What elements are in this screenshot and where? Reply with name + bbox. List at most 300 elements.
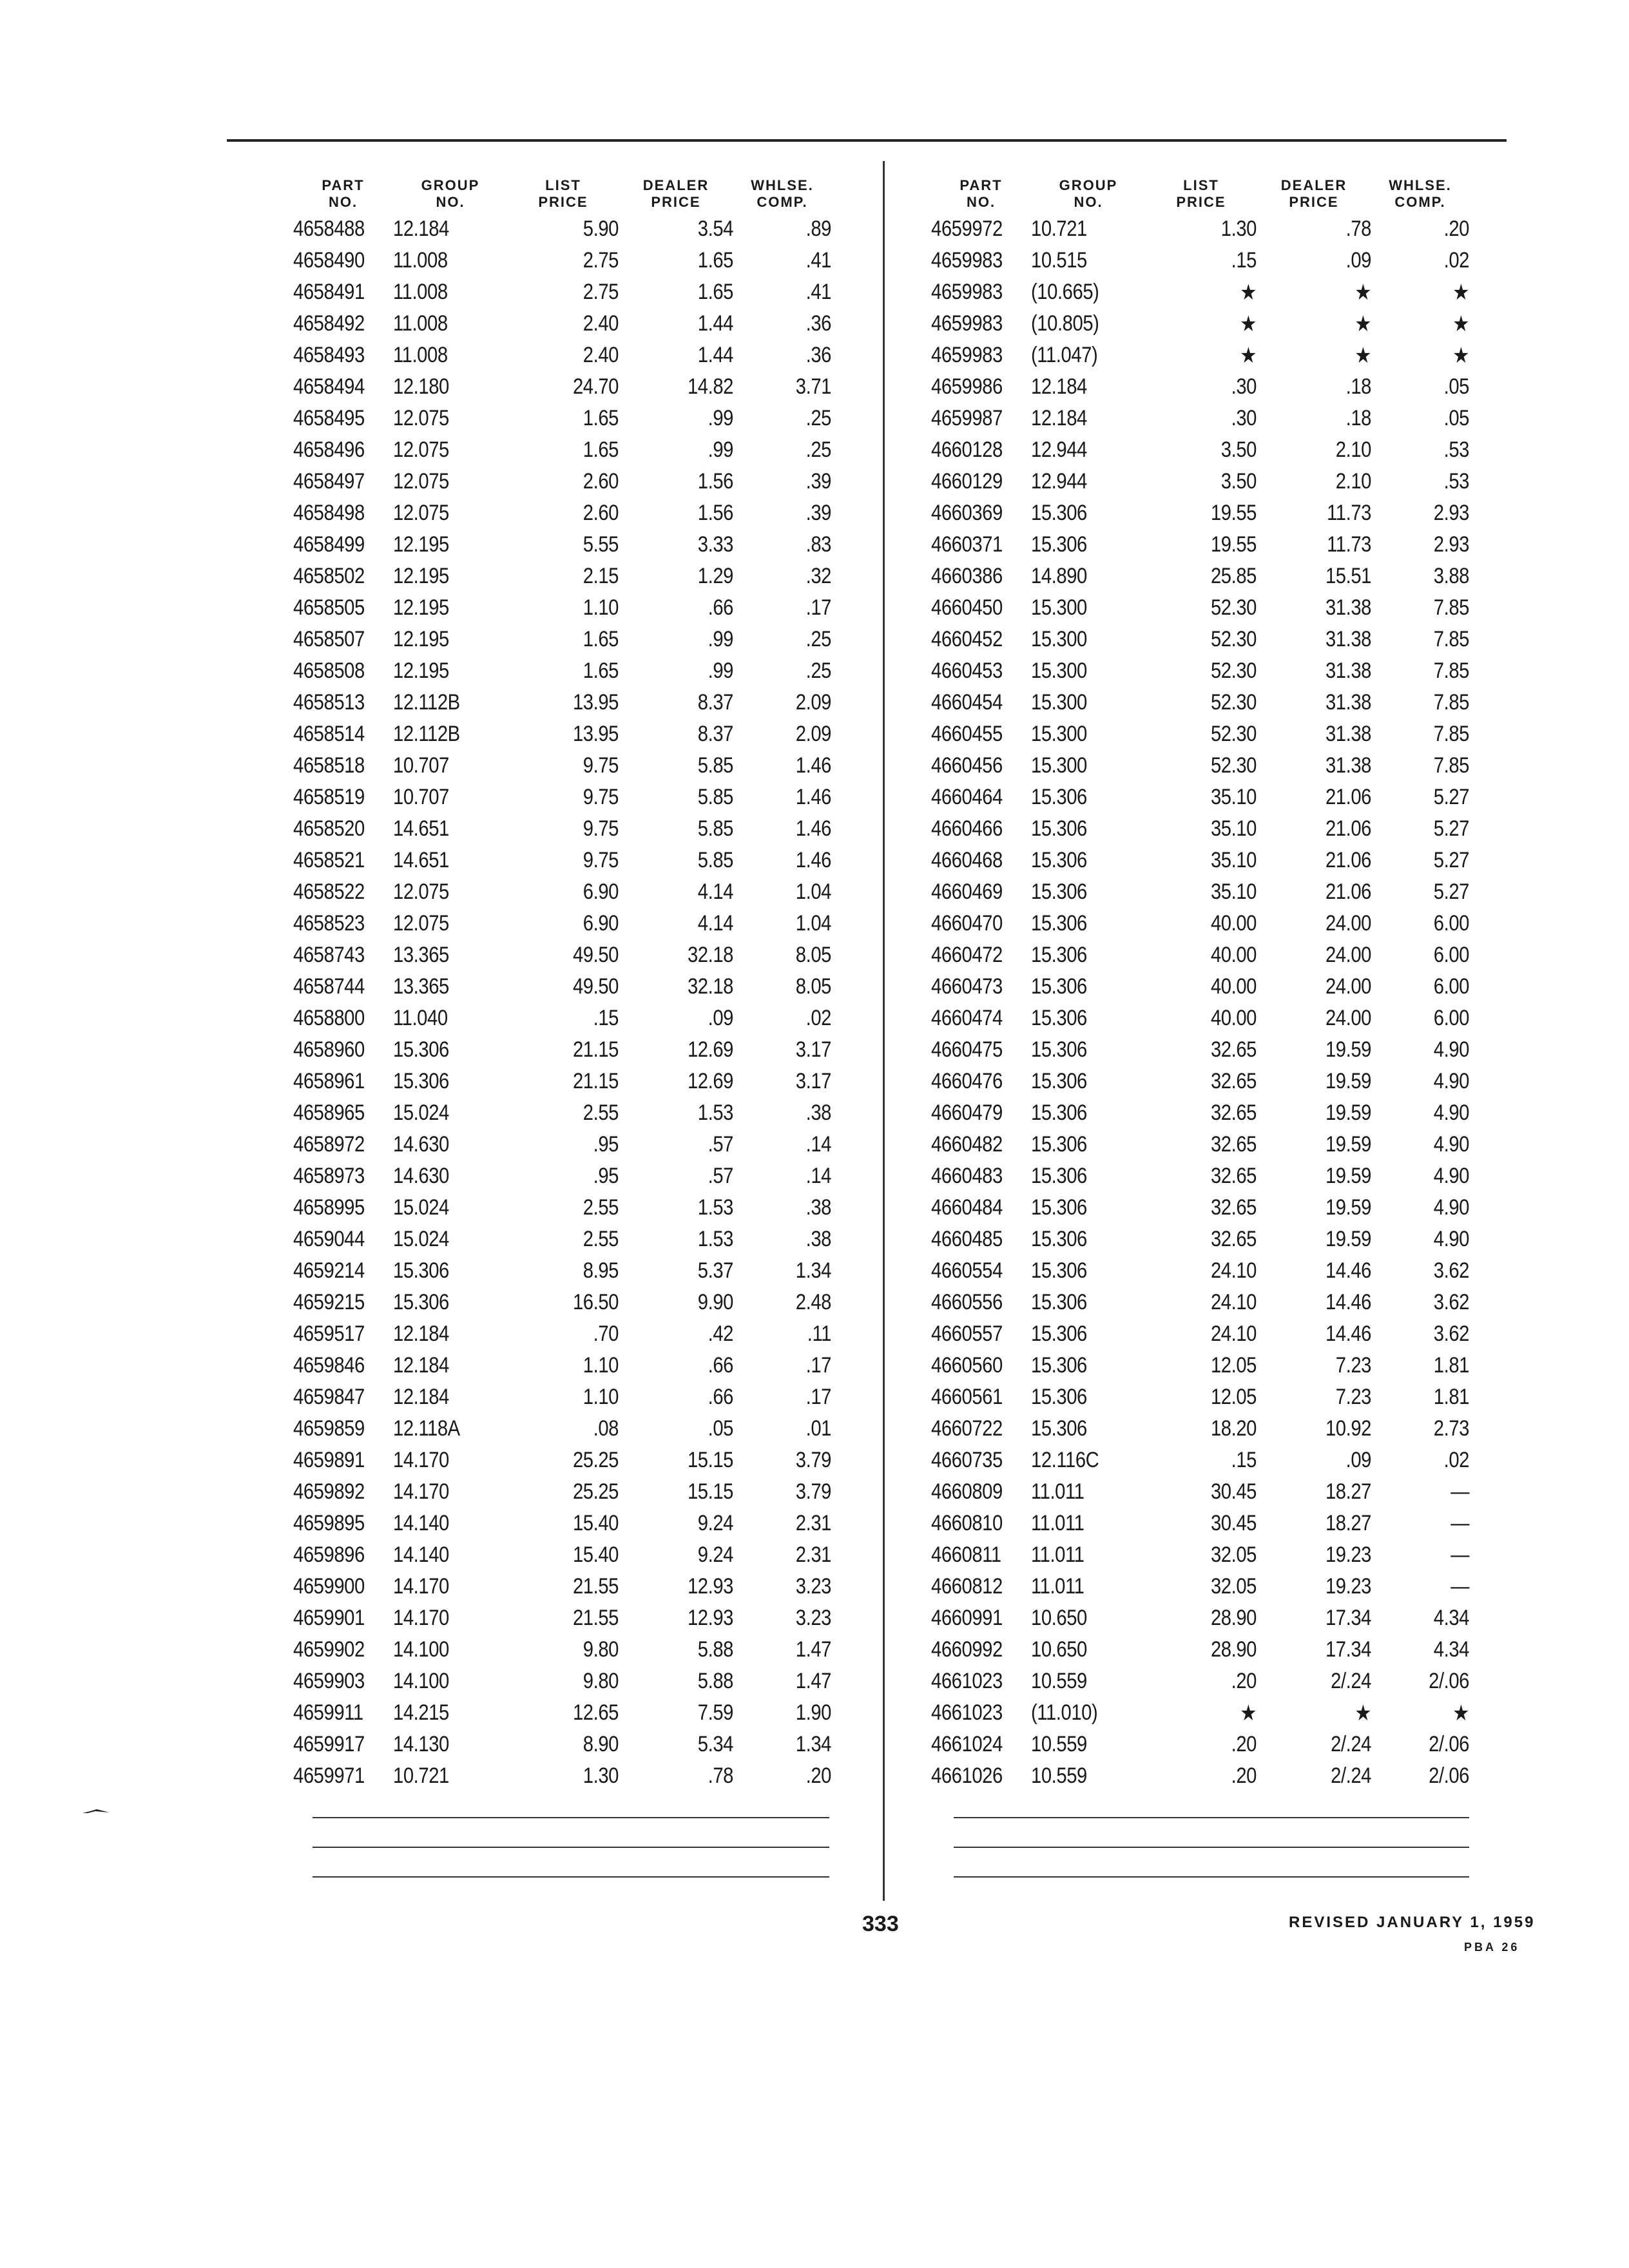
group-no-cell: 12.184	[393, 216, 449, 241]
list-price-cell: 2.75	[583, 248, 619, 273]
part-no-cell: 4660386	[931, 564, 1003, 588]
part-no-cell: 4658961	[293, 1069, 365, 1093]
list-price-cell: 25.25	[572, 1448, 619, 1472]
list-price-cell: 9.75	[583, 753, 619, 778]
table-row	[931, 1224, 1469, 1255]
dealer-price-cell: 1.44	[697, 343, 733, 367]
list-price-cell: 40.00	[1210, 974, 1257, 999]
group-no-cell: 11.040	[393, 1006, 448, 1030]
list-price-cell: 40.00	[1210, 911, 1257, 936]
table-row	[931, 466, 1469, 497]
group-no-cell: 12.075	[393, 911, 449, 936]
table-row	[931, 1760, 1469, 1792]
table-row	[931, 592, 1469, 624]
whlse-comp-cell: .02	[1443, 248, 1469, 273]
dealer-price-cell: .66	[708, 595, 733, 620]
dealer-price-cell: 12.69	[687, 1037, 733, 1062]
part-no-cell: 4660809	[931, 1479, 1003, 1504]
dealer-price-cell: 2.10	[1335, 437, 1371, 462]
list-price-cell: 24.70	[572, 374, 619, 399]
list-price-cell: .20	[1231, 1732, 1257, 1756]
dealer-price-cell: 3.33	[697, 532, 733, 557]
whlse-comp-cell: .25	[805, 437, 831, 462]
dealer-price-cell: 15.51	[1325, 564, 1371, 588]
dealer-price-header: DEALER PRICE	[1280, 177, 1347, 210]
part-no-cell: 4659971	[293, 1763, 365, 1788]
group-no-cell: 10.650	[1031, 1637, 1087, 1662]
whlse-comp-cell: —	[1451, 1574, 1469, 1599]
part-no-cell: 4659983	[931, 248, 1003, 273]
table-row	[293, 1539, 831, 1571]
table-row	[931, 1255, 1469, 1287]
part-no-cell: 4658492	[293, 311, 365, 336]
group-no-cell: 15.306	[1031, 1037, 1087, 1062]
dealer-price-cell: 31.38	[1325, 627, 1371, 651]
dealer-price-cell: 31.38	[1325, 658, 1371, 683]
whlse-comp-cell: 7.85	[1433, 690, 1469, 715]
whlse-comp-cell: .36	[805, 311, 831, 336]
dealer-price-cell: 19.59	[1325, 1132, 1371, 1157]
list-price-cell: 1.10	[583, 595, 619, 620]
part-no-cell: 4658995	[293, 1195, 365, 1220]
whlse-comp-cell: .32	[805, 564, 831, 588]
list-price-cell: 35.10	[1210, 785, 1257, 809]
part-no-cell: 4660991	[931, 1606, 1003, 1630]
group-no-cell: (11.010)	[1031, 1700, 1098, 1725]
group-no-cell: 14.100	[393, 1637, 449, 1662]
group-no-cell: 15.306	[393, 1258, 449, 1283]
whlse-comp-cell: ★	[1452, 1700, 1469, 1725]
table-row	[931, 371, 1469, 403]
group-no-cell: 12.116C	[1031, 1448, 1099, 1472]
dealer-price-cell: 31.38	[1325, 753, 1371, 778]
part-no-cell: 4661023	[931, 1669, 1003, 1693]
whlse-comp-cell: .17	[805, 595, 831, 620]
group-no-cell: 15.024	[393, 1227, 449, 1251]
part-no-cell: 4661023	[931, 1700, 1003, 1725]
whlse-comp-cell: .14	[805, 1164, 831, 1188]
dealer-price-cell: 15.15	[687, 1448, 733, 1472]
table-row	[293, 276, 831, 308]
list-price-cell: 24.10	[1210, 1258, 1257, 1283]
list-price-cell: 18.20	[1210, 1416, 1257, 1441]
dealer-price-cell: .18	[1345, 374, 1371, 399]
part-no-cell: 4659846	[293, 1353, 365, 1378]
whlse-comp-cell: 1.47	[795, 1637, 831, 1662]
underline-left-3	[313, 1876, 829, 1878]
list-price-cell: 13.95	[572, 690, 619, 715]
document-code: PBA 26	[1464, 1941, 1520, 1954]
table-row	[931, 1381, 1469, 1413]
whlse-comp-cell: 3.62	[1433, 1321, 1469, 1346]
whlse-comp-header: WHLSE. COMP.	[1389, 177, 1452, 210]
list-price-cell: 5.55	[583, 532, 619, 557]
list-price-cell: 2.55	[583, 1227, 619, 1251]
list-price-cell: .08	[593, 1416, 619, 1441]
whlse-comp-cell: 7.85	[1433, 722, 1469, 746]
group-no-cell: 15.306	[393, 1037, 449, 1062]
group-no-cell: 14.130	[393, 1732, 449, 1756]
list-price-cell: 32.65	[1210, 1195, 1257, 1220]
list-price-cell: 25.85	[1210, 564, 1257, 588]
part-no-cell: 4660810	[931, 1511, 1003, 1535]
whlse-comp-cell: 3.88	[1433, 564, 1469, 588]
table-row	[293, 1350, 831, 1381]
whlse-comp-cell: .25	[805, 627, 831, 651]
dealer-price-cell: 21.06	[1325, 879, 1371, 904]
dealer-price-cell: .09	[1345, 1448, 1371, 1472]
group-no-cell: 15.306	[1031, 1258, 1087, 1283]
list-price-cell: 52.30	[1210, 753, 1257, 778]
margin-mark	[82, 1808, 110, 1814]
dealer-price-cell: .09	[1345, 248, 1371, 273]
part-no-cell: 4658523	[293, 911, 365, 936]
dealer-price-cell: 15.15	[687, 1479, 733, 1504]
part-no-cell: 4658743	[293, 943, 365, 967]
group-no-cell: 10.707	[393, 753, 449, 778]
list-price-cell: 32.05	[1210, 1574, 1257, 1599]
list-price-cell: 1.65	[583, 406, 619, 430]
dealer-price-cell: 1.56	[697, 469, 733, 494]
part-no-cell: 4660464	[931, 785, 1003, 809]
part-no-cell: 4659892	[293, 1479, 365, 1504]
group-no-cell: 12.944	[1031, 437, 1087, 462]
list-price-cell: 2.60	[583, 501, 619, 525]
dealer-price-cell: .05	[708, 1416, 733, 1441]
dealer-price-cell: 19.59	[1325, 1227, 1371, 1251]
table-row	[293, 782, 831, 813]
whlse-comp-cell: 4.90	[1433, 1227, 1469, 1251]
list-price-cell: 35.10	[1210, 816, 1257, 841]
part-no-cell: 4659896	[293, 1542, 365, 1567]
part-no-cell: 4660557	[931, 1321, 1003, 1346]
group-no-cell: 10.515	[1031, 248, 1087, 273]
part-no-cell: 4660455	[931, 722, 1003, 746]
group-no-cell: 15.306	[1031, 1385, 1087, 1409]
table-row	[293, 371, 831, 403]
list-price-cell: .95	[593, 1132, 619, 1157]
part-no-cell: 4660468	[931, 848, 1003, 872]
table-row	[293, 1224, 831, 1255]
underline-right-1	[954, 1817, 1469, 1818]
group-no-cell: 15.300	[1031, 595, 1087, 620]
group-no-cell: 14.651	[393, 848, 449, 872]
list-price-cell: 32.65	[1210, 1227, 1257, 1251]
table-row	[293, 750, 831, 782]
list-price-cell: 35.10	[1210, 879, 1257, 904]
part-no-cell: 4658508	[293, 658, 365, 683]
group-no-cell: 12.184	[393, 1385, 449, 1409]
list-price-cell: ★	[1240, 343, 1257, 368]
dealer-price-cell: .66	[708, 1385, 733, 1409]
group-no-cell: 15.306	[1031, 974, 1087, 999]
whlse-comp-cell: 1.34	[795, 1732, 831, 1756]
whlse-comp-cell: .17	[805, 1353, 831, 1378]
whlse-comp-cell: .53	[1443, 469, 1469, 494]
list-price-cell: 35.10	[1210, 848, 1257, 872]
table-row	[293, 971, 831, 1003]
dealer-price-cell: ★	[1354, 280, 1371, 305]
group-no-cell: 10.721	[393, 1763, 449, 1788]
whlse-comp-cell: .11	[807, 1321, 831, 1346]
right-header-row	[931, 158, 1469, 211]
whlse-comp-cell: 3.17	[795, 1037, 831, 1062]
list-price-cell: .15	[1231, 1448, 1257, 1472]
table-row	[293, 1287, 831, 1318]
table-row	[293, 403, 831, 434]
whlse-comp-cell: 6.00	[1433, 943, 1469, 967]
table-row	[293, 466, 831, 497]
part-no-cell: 4660466	[931, 816, 1003, 841]
whlse-comp-cell: 4.90	[1433, 1195, 1469, 1220]
part-no-cell: 4659986	[931, 374, 1003, 399]
part-no-cell: 4658495	[293, 406, 365, 430]
whlse-comp-cell: .39	[805, 469, 831, 494]
dealer-price-cell: 5.34	[697, 1732, 733, 1756]
part-no-cell: 4660454	[931, 690, 1003, 715]
list-price-cell: 52.30	[1210, 690, 1257, 715]
table-row	[931, 403, 1469, 434]
group-no-cell: 12.075	[393, 437, 449, 462]
dealer-price-cell: 5.88	[697, 1669, 733, 1693]
list-price-cell: 1.30	[1220, 216, 1257, 241]
dealer-price-cell: .99	[708, 627, 733, 651]
table-row	[293, 1697, 831, 1729]
list-price-cell: 1.65	[583, 658, 619, 683]
table-row	[931, 340, 1469, 371]
table-row	[931, 624, 1469, 655]
dealer-price-cell: 17.34	[1325, 1637, 1371, 1662]
list-price-cell: 52.30	[1210, 595, 1257, 620]
group-no-cell: 11.008	[393, 343, 448, 367]
list-price-cell: 2.15	[583, 564, 619, 588]
table-row	[931, 245, 1469, 276]
part-no-cell: 4661026	[931, 1763, 1003, 1788]
whlse-comp-cell: 2/.06	[1429, 1669, 1469, 1693]
dealer-price-cell: 12.69	[687, 1069, 733, 1093]
dealer-price-cell: 7.23	[1335, 1385, 1371, 1409]
part-no-cell: 4658522	[293, 879, 365, 904]
table-row	[293, 561, 831, 592]
table-row	[931, 1160, 1469, 1192]
group-no-cell: 12.944	[1031, 469, 1087, 494]
part-no-cell: 4658491	[293, 280, 365, 304]
whlse-comp-cell: 5.27	[1433, 816, 1469, 841]
table-row	[931, 1445, 1469, 1476]
whlse-comp-cell: 2/.06	[1429, 1732, 1469, 1756]
dealer-price-cell: 2/.24	[1331, 1763, 1371, 1788]
group-no-cell: 14.215	[393, 1700, 449, 1725]
table-row	[931, 497, 1469, 529]
whlse-comp-cell: .41	[805, 248, 831, 273]
list-price-cell: ★	[1240, 1700, 1257, 1725]
group-no-cell: 12.184	[393, 1353, 449, 1378]
table-row	[931, 276, 1469, 308]
part-no-cell: 4659917	[293, 1732, 365, 1756]
left-header-row	[293, 158, 831, 211]
group-no-cell: 15.306	[1031, 1353, 1087, 1378]
top-rule	[227, 139, 1507, 142]
group-no-cell: 12.075	[393, 879, 449, 904]
dealer-price-cell: 18.27	[1325, 1479, 1371, 1504]
group-no-header: GROUP NO.	[421, 177, 480, 210]
dealer-price-cell: 5.85	[697, 816, 733, 841]
table-row	[931, 908, 1469, 939]
underline-left-2	[313, 1847, 829, 1848]
table-row	[931, 1318, 1469, 1350]
list-price-cell: .15	[593, 1006, 619, 1030]
dealer-price-cell: 31.38	[1325, 722, 1371, 746]
table-row	[931, 1571, 1469, 1602]
part-no-cell: 4660735	[931, 1448, 1003, 1472]
table-row	[293, 1602, 831, 1634]
group-no-cell: 12.195	[393, 627, 449, 651]
whlse-comp-cell: 2.09	[795, 722, 831, 746]
dealer-price-cell: 32.18	[687, 974, 733, 999]
whlse-comp-cell: .20	[805, 1763, 831, 1788]
underline-right-2	[954, 1847, 1469, 1848]
whlse-comp-cell: .20	[1443, 216, 1469, 241]
group-no-cell: 12.112B	[393, 722, 460, 746]
table-row	[293, 718, 831, 750]
dealer-price-cell: 19.59	[1325, 1069, 1371, 1093]
whlse-comp-cell: .36	[805, 343, 831, 367]
table-row	[293, 876, 831, 908]
whlse-comp-cell: .38	[805, 1227, 831, 1251]
part-no-cell: 4660476	[931, 1069, 1003, 1093]
part-no-cell: 4659903	[293, 1669, 365, 1693]
list-price-cell: 6.90	[583, 879, 619, 904]
part-no-cell: 4658973	[293, 1164, 365, 1188]
part-no-cell: 4658965	[293, 1100, 365, 1125]
dealer-price-cell: 9.24	[697, 1542, 733, 1567]
dealer-price-cell: 19.59	[1325, 1195, 1371, 1220]
table-row	[931, 876, 1469, 908]
dealer-price-cell: 1.44	[697, 311, 733, 336]
group-no-header: GROUP NO.	[1059, 177, 1118, 210]
whlse-comp-cell: .02	[805, 1006, 831, 1030]
list-price-cell: .30	[1231, 374, 1257, 399]
table-row	[293, 813, 831, 845]
group-no-cell: 14.890	[1031, 564, 1087, 588]
whlse-comp-cell: .14	[805, 1132, 831, 1157]
list-price-cell: 9.75	[583, 785, 619, 809]
whlse-comp-cell: 1.04	[795, 879, 831, 904]
group-no-cell: 15.300	[1031, 753, 1087, 778]
list-price-cell: 21.15	[572, 1037, 619, 1062]
part-no-cell: 4660129	[931, 469, 1003, 494]
list-price-cell: 1.10	[583, 1385, 619, 1409]
table-row	[293, 308, 831, 340]
dealer-price-cell: 19.23	[1325, 1574, 1371, 1599]
whlse-comp-cell: 7.85	[1433, 753, 1469, 778]
list-price-header: LIST PRICE	[538, 177, 588, 210]
list-price-cell: 1.65	[583, 627, 619, 651]
whlse-comp-cell: .89	[805, 216, 831, 241]
group-no-cell: 15.306	[1031, 1132, 1087, 1157]
dealer-price-cell: 9.24	[697, 1511, 733, 1535]
dealer-price-cell: ★	[1354, 1700, 1371, 1725]
table-row	[293, 1003, 831, 1034]
group-no-cell: 14.170	[393, 1479, 449, 1504]
whlse-comp-cell: 4.34	[1433, 1637, 1469, 1662]
whlse-comp-cell: 6.00	[1433, 1006, 1469, 1030]
part-no-cell: 4658514	[293, 722, 365, 746]
whlse-comp-cell: 1.46	[795, 753, 831, 778]
part-no-cell: 4660472	[931, 943, 1003, 967]
list-price-cell: 52.30	[1210, 627, 1257, 651]
table-row	[293, 1192, 831, 1224]
whlse-comp-cell: .53	[1443, 437, 1469, 462]
table-row	[931, 213, 1469, 245]
whlse-comp-cell: 2.93	[1433, 532, 1469, 557]
group-no-cell: 15.024	[393, 1195, 449, 1220]
dealer-price-cell: 17.34	[1325, 1606, 1371, 1630]
table-row	[931, 1729, 1469, 1760]
table-row	[293, 497, 831, 529]
part-no-cell: 4658498	[293, 501, 365, 525]
table-row	[931, 1129, 1469, 1160]
part-no-cell: 4660475	[931, 1037, 1003, 1062]
list-price-cell: 3.50	[1220, 437, 1257, 462]
whlse-comp-cell: .38	[805, 1195, 831, 1220]
whlse-comp-cell: 1.81	[1433, 1353, 1469, 1378]
list-price-cell: 19.55	[1210, 532, 1257, 557]
part-no-cell: 4661024	[931, 1732, 1003, 1756]
dealer-price-cell: 2/.24	[1331, 1732, 1371, 1756]
list-price-cell: 40.00	[1210, 943, 1257, 967]
list-price-cell: 32.05	[1210, 1542, 1257, 1567]
list-price-cell: 1.65	[583, 437, 619, 462]
list-price-cell: 6.90	[583, 911, 619, 936]
list-price-cell: 2.40	[583, 343, 619, 367]
part-no-cell: 4658490	[293, 248, 365, 273]
group-no-cell: 15.306	[1031, 1290, 1087, 1314]
dealer-price-cell: 5.85	[697, 785, 733, 809]
part-no-cell: 4660484	[931, 1195, 1003, 1220]
dealer-price-cell: ★	[1354, 311, 1371, 336]
part-no-cell: 4659901	[293, 1606, 365, 1630]
group-no-cell: 11.008	[393, 248, 448, 273]
table-row	[931, 529, 1469, 561]
dealer-price-cell: .57	[708, 1164, 733, 1188]
list-price-cell: 2.55	[583, 1195, 619, 1220]
table-row	[293, 340, 831, 371]
part-no-cell: 4658519	[293, 785, 365, 809]
whlse-comp-cell: ★	[1452, 311, 1469, 336]
dealer-price-cell: 31.38	[1325, 690, 1371, 715]
table-row	[931, 1097, 1469, 1129]
left-rows	[293, 213, 831, 1792]
list-price-cell: 2.40	[583, 311, 619, 336]
table-row	[293, 1571, 831, 1602]
group-no-cell: 11.008	[393, 280, 448, 304]
whlse-comp-cell: .01	[805, 1416, 831, 1441]
table-row	[293, 213, 831, 245]
list-price-cell: .20	[1231, 1763, 1257, 1788]
list-price-cell: 21.55	[572, 1574, 619, 1599]
part-no-cell: 4658494	[293, 374, 365, 399]
group-no-cell: 15.306	[1031, 879, 1087, 904]
dealer-price-cell: 19.23	[1325, 1542, 1371, 1567]
list-price-cell: 1.10	[583, 1353, 619, 1378]
whlse-comp-cell: 7.85	[1433, 627, 1469, 651]
dealer-price-cell: 14.46	[1325, 1290, 1371, 1314]
part-no-cell: 4659987	[931, 406, 1003, 430]
group-no-cell: 12.195	[393, 532, 449, 557]
group-no-cell: 15.306	[393, 1290, 449, 1314]
whlse-comp-cell: 5.27	[1433, 879, 1469, 904]
